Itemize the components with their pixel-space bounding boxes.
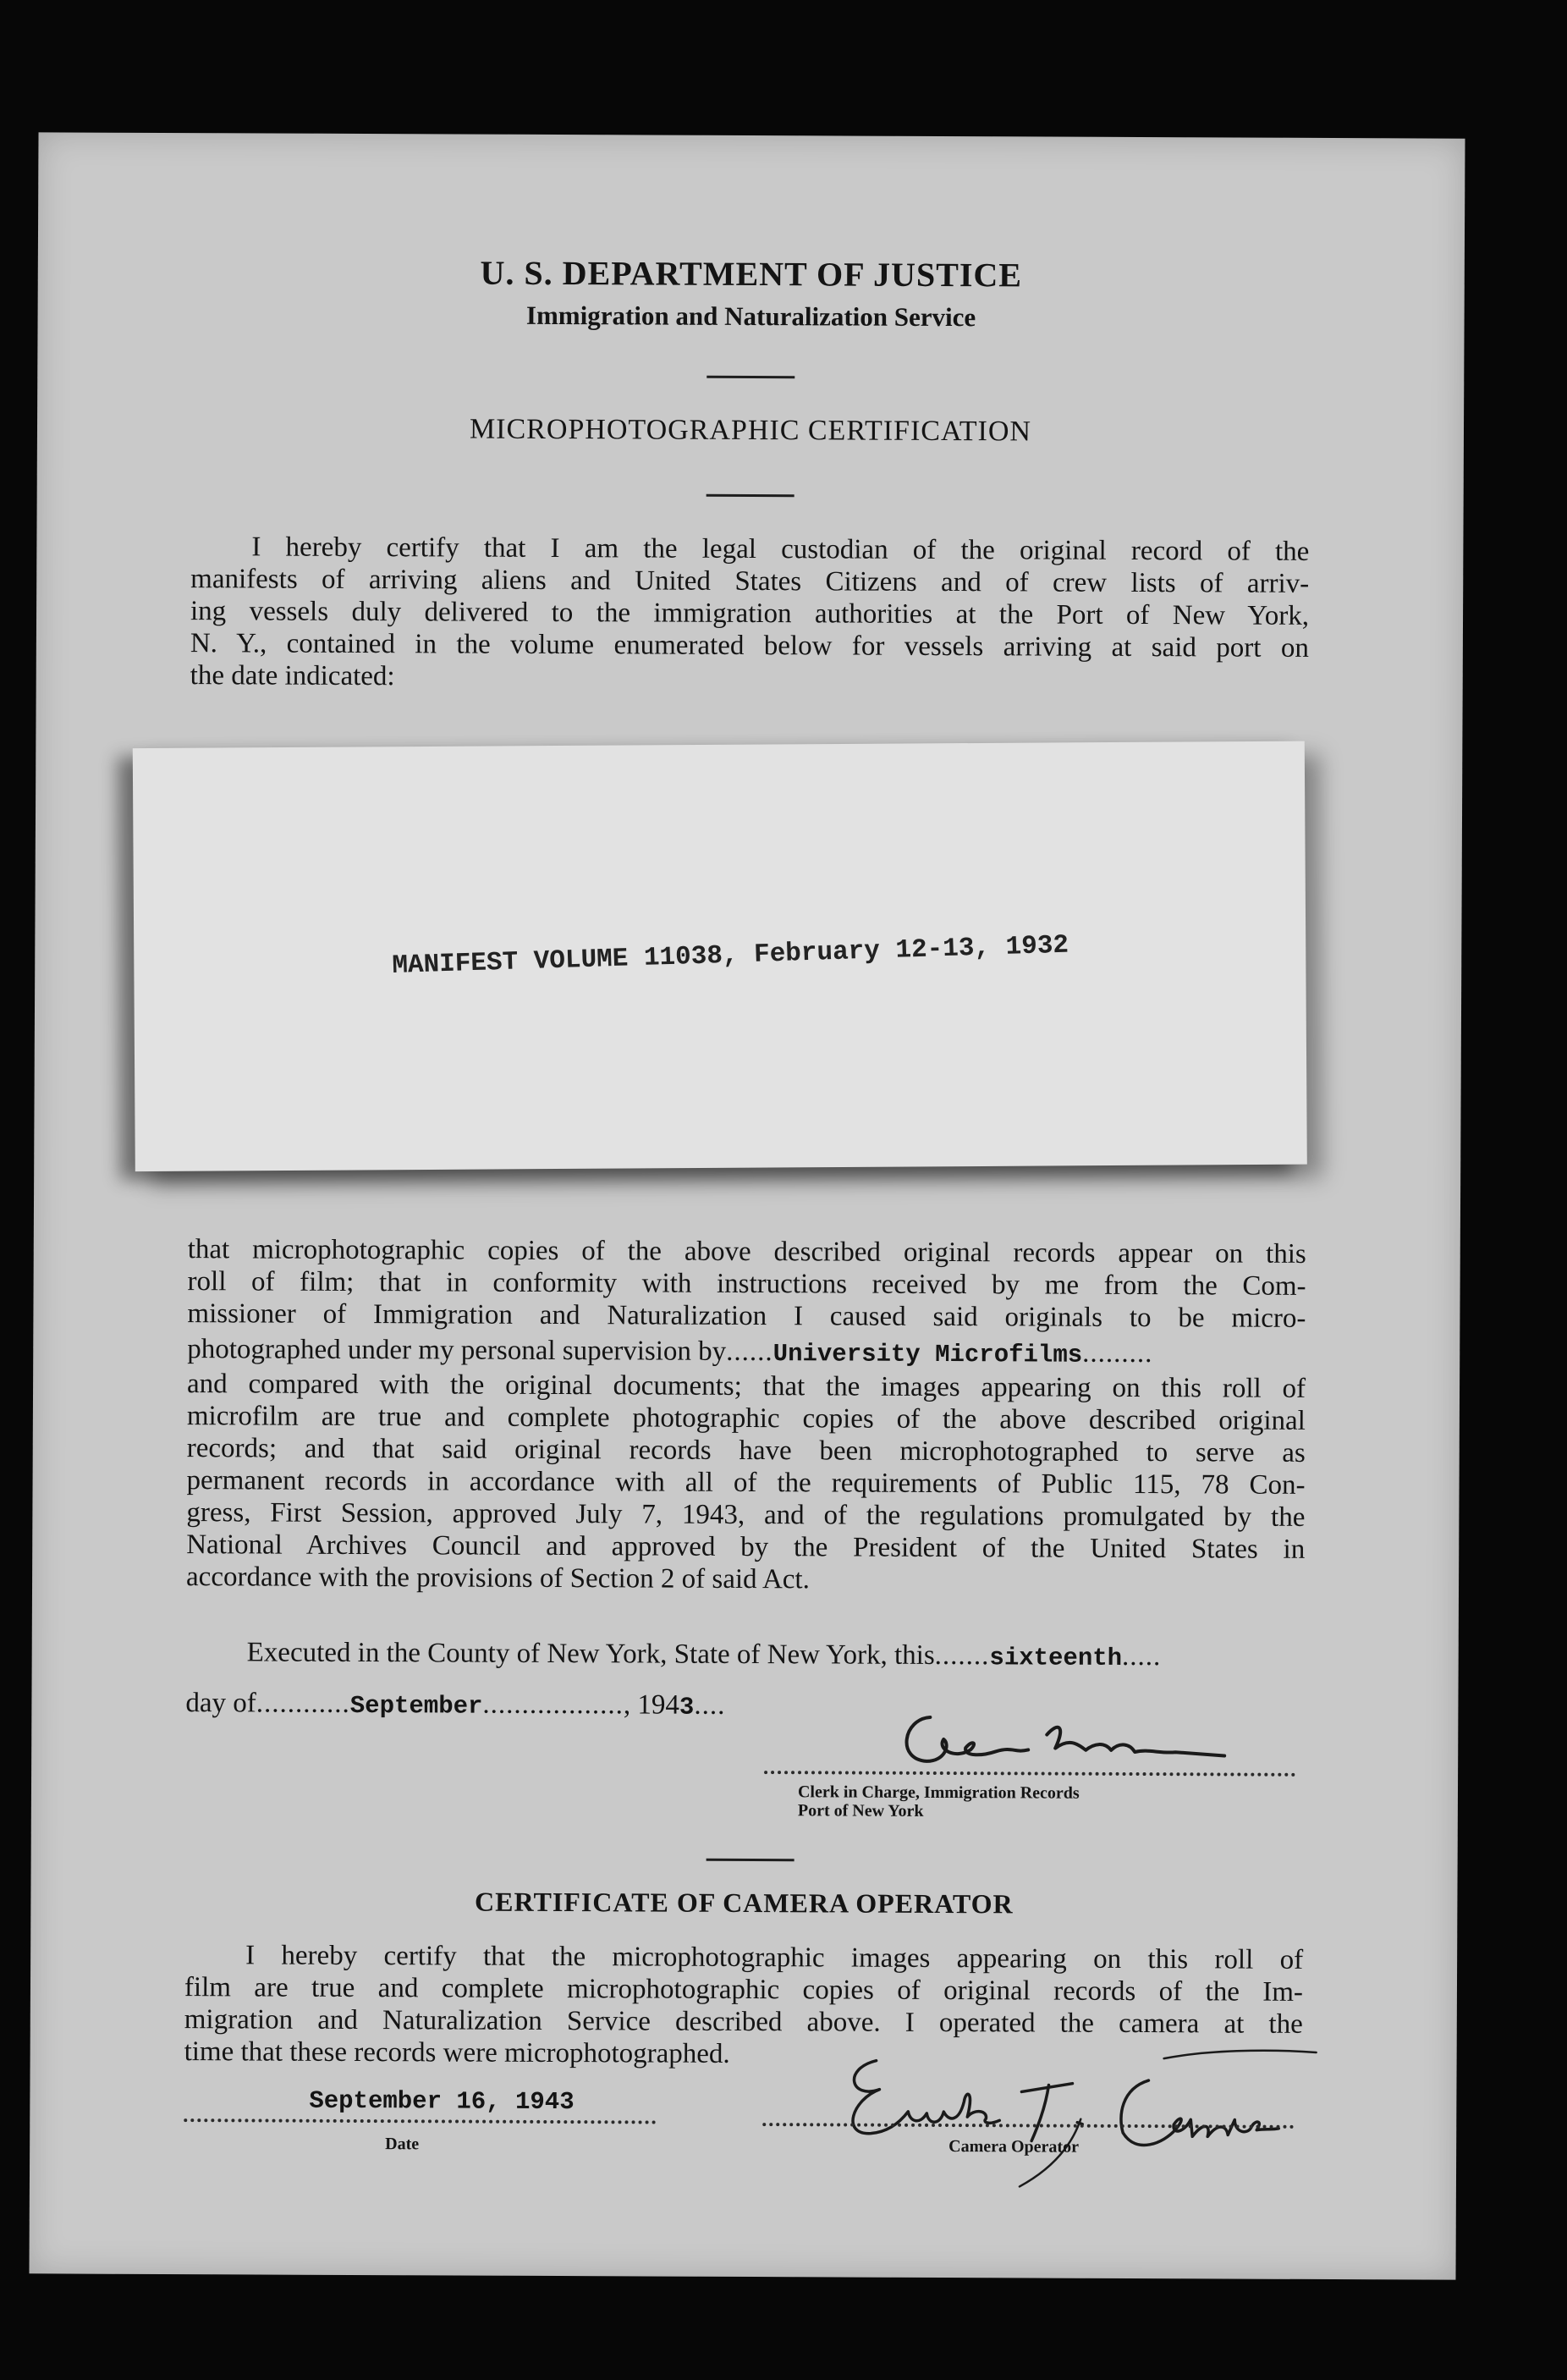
dot-leader: ....... bbox=[934, 1639, 990, 1672]
paragraph-line: manifests of arriving aliens and United States Citizens and of crew lists of arriv- bbox=[190, 564, 1310, 599]
paragraph-line: ing vessels duly delivered to the immigration authorities at the Port of New York, bbox=[190, 596, 1310, 631]
executed-day-value: sixteenth bbox=[989, 1644, 1123, 1672]
executed-month-value: September bbox=[349, 1691, 483, 1721]
paragraph-line: permanent records in accordance with all of the requirements of Public 115, 78 Con- bbox=[186, 1465, 1306, 1501]
paragraph-line: that microphotographic copies of the above described original records appear on this bbox=[187, 1234, 1306, 1270]
date-filled-value: September 16, 1943 bbox=[309, 2086, 575, 2117]
camera-operator-caption: Camera Operator bbox=[948, 2137, 1080, 2157]
department-heading: U. S. DEPARTMENT OF JUSTICE bbox=[480, 253, 1023, 295]
dot-leader: ...... bbox=[726, 1336, 773, 1368]
paragraph-line: records; and that said original records have been microphotographed to serve as bbox=[186, 1433, 1306, 1468]
paragraph-line: and compared with the original documents; that the images appearing on this roll of bbox=[186, 1369, 1306, 1404]
paragraph-line: the date indicated: bbox=[190, 660, 395, 692]
paragraph-line: N. Y., contained in the volume enumerated below for vessels arriving at said port on bbox=[190, 628, 1309, 664]
paragraph-line: missioner of Immigration and Naturalization I caused said originals to be micro- bbox=[187, 1298, 1306, 1334]
volume-label-card bbox=[133, 741, 1307, 1171]
executed-prefix: Executed in the County of New York, State of New York, this bbox=[246, 1637, 935, 1671]
volume-label-text: MANIFEST VOLUME 11038, February 12-13, 1932 bbox=[391, 930, 1069, 981]
clerk-caption-line: Port of New York bbox=[797, 1801, 924, 1821]
paragraph-line: migration and Naturalization Service described above. I operated the camera at the bbox=[184, 2004, 1303, 2040]
dot-leader: ..... bbox=[1122, 1640, 1162, 1672]
dot-leader: .................. bbox=[482, 1689, 624, 1721]
paragraph-line: microfilm are true and complete photographic copies of the above described original bbox=[186, 1401, 1306, 1436]
camera-operator-signature bbox=[808, 2040, 1333, 2195]
paragraph-line: film are true and complete microphotographic copies of original records of the Im- bbox=[184, 1972, 1304, 2008]
supervision-prefix: photographed under my personal supervision by bbox=[187, 1334, 727, 1367]
day-of-label: day of bbox=[185, 1688, 256, 1719]
camera-operator-title: CERTIFICATE OF CAMERA OPERATOR bbox=[475, 1886, 1014, 1920]
dot-leader: .... bbox=[694, 1689, 726, 1721]
date-caption: Date bbox=[385, 2135, 420, 2154]
paragraph-line: National Archives Council and approved by the President of the United States in bbox=[186, 1529, 1306, 1565]
certification-title: MICROPHOTOGRAPHIC CERTIFICATION bbox=[469, 413, 1032, 448]
divider-rule bbox=[707, 494, 794, 497]
clerk-caption bbox=[798, 1782, 1080, 1821]
body-paragraph bbox=[186, 1233, 1306, 1598]
supervision-line bbox=[187, 1333, 1306, 1373]
paragraph-line: time that these records were microphotographed. bbox=[184, 2036, 730, 2069]
custodian-paragraph bbox=[190, 531, 1310, 697]
paragraph-line: accordance with the provisions of Section 2 of said Act. bbox=[186, 1562, 810, 1595]
dot-leader: ............ bbox=[256, 1688, 350, 1719]
supervision-filled-value: University Microfilms bbox=[773, 1340, 1083, 1369]
certificate-page bbox=[29, 132, 1465, 2279]
executed-line bbox=[247, 1636, 1305, 1675]
day-of-line bbox=[185, 1687, 862, 1724]
year-prefix: , 194 bbox=[623, 1689, 680, 1721]
service-subheading: Immigration and Naturalization Service bbox=[525, 300, 976, 333]
paragraph-line: I hereby certify that the microphotographic images appearing on this roll of bbox=[245, 1940, 1304, 1975]
divider-rule bbox=[707, 1859, 794, 1861]
dot-leader: ......... bbox=[1082, 1337, 1153, 1369]
date-line bbox=[184, 2118, 656, 2124]
paragraph-line: gress, First Session, approved July 7, 1943, and of the regulations promulgated by the bbox=[186, 1497, 1306, 1533]
clerk-caption-line: Clerk in Charge, Immigration Records bbox=[797, 1782, 1080, 1803]
executed-year-value: 3 bbox=[679, 1693, 695, 1722]
paragraph-line: I hereby certify that I am the legal custodian of the original record of the bbox=[251, 532, 1310, 567]
paragraph-line: roll of film; that in conformity with instructions received by me from the Com- bbox=[187, 1266, 1306, 1302]
divider-rule bbox=[707, 376, 794, 378]
